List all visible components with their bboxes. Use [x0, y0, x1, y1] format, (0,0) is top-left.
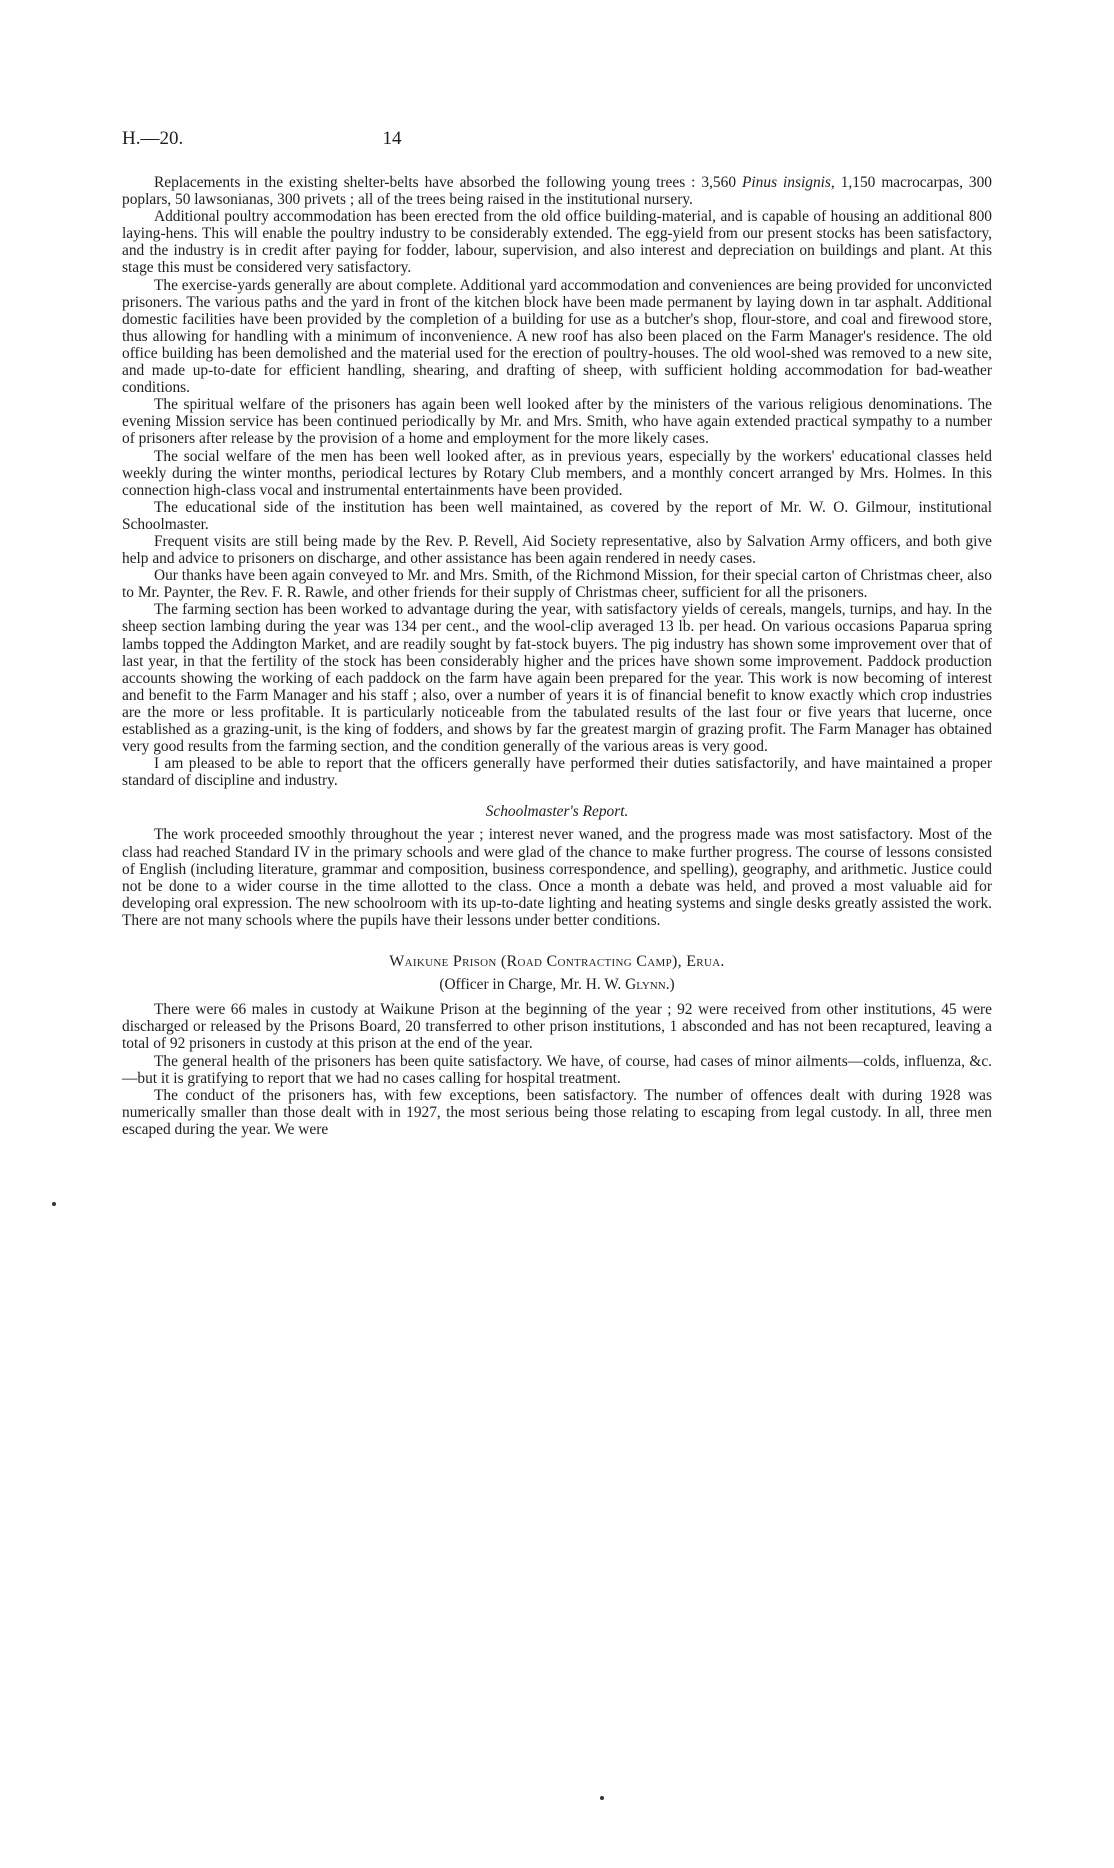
document-reference: H.—20. [122, 128, 184, 149]
paragraph-educational: The educational side of the institution has been well maintained, as covered by the report of Mr. W. O. Gilmour, institutional Schoolmaster. [122, 498, 992, 533]
officer-name: Glynn [625, 976, 666, 994]
paragraph-social-welfare: The social welfare of the men has been well looked after, as in previous years, especially by the workers' educational classes held weekly during the winter months, periodical lectures by Rotary Club members, and a monthly concert arranged by Mrs. Holmes. In this connection high-class vocal and instrumental entertainments have been provided. [122, 447, 992, 499]
paragraph-shelter-belts: Replacements in the existing shelter-belts have absorbed the following young trees : 3,560 Pinus insignis, 1,150 macrocarpas, 300 poplars, 50 lawsonianas, 300 privets ; all of the trees being raised in the institutional nursery. [122, 174, 992, 209]
margin-mark [600, 1796, 604, 1800]
paragraph-spiritual-welfare: The spiritual welfare of the prisoners has again been well looked after by the ministers of the various religious denominations. The evening Mission service has been continued periodically by Mr. and Mrs. Smith, who have again extended practical sympathy to a number of prisoners after release by the provision of a home and employment for the more likely cases. [122, 396, 992, 448]
page-number: 14 [382, 128, 402, 149]
paragraph-health: The general health of the prisoners has been quite satisfactory. We have, of course, had cases of minor ailments—colds, influenza, &c.—but it is gratifying to report that we had no cases calling for hospital treatment. [122, 1052, 992, 1087]
officer-prefix: (Officer in Charge, Mr. H. W. [439, 976, 626, 994]
margin-mark [52, 1202, 56, 1206]
paragraph-farming: The farming section has been worked to advantage during the year, with satisfactory yields of cereals, mangels, turnips, and hay. In the sheep section lambing during the year was 134 per cent., and the wool-clip averaged 13 lb. per head. On various occasions Paparua spring lambs topped the Addington Market, and are readily sought by fat-stock buyers. The pig industry has shown some improvement over that of last year, in that the fertility of the stock has been considerably higher and the prices have shown some improvement. Paddock production accounts showing the working of each paddock on the farm have again been prepared for the year. This work is now becoming of interest and benefit to the Farm Manager and his staff ; also, over a number of years it is of financial benefit to know exactly which crop industries are the more or less profitable. It is particularly noticeable from the tabulated results of the last four or five years that lucerne, once established as a grazing-unit, is the king of fodders, and shows by far the greatest margin of grazing profit. The Farm Manager has obtained very good results from the farming section, and the condition generally of the various areas is very good. [122, 601, 992, 756]
paragraph-exercise-yards: The exercise-yards generally are about complete. Additional yard accommodation and conveniences are being provided for unconvicted prisoners. The various paths and the yard in front of the kitchen block have been made permanent by laying down in tar asphalt. Additional domestic facilities have been provided by the completion of a building for use as a butcher's shop, flour-store, and coal and firewood store, thus allowing for handling with a minimum of inconvenience. A new roof has also been placed on the Farm Manager's residence. The old office building has been demolished and the material used for the erection of poultry-houses. The old wool-shed was removed to a new site, and made up-to-date for efficient handling, shearing, and drafting of sheep, with sufficient holding accommodation for bad-weather conditions. [122, 276, 992, 397]
waikune-prison-heading: Waikune Prison (Road Contracting Camp), Erua. [389, 953, 725, 971]
species-name: Pinus insignis [742, 174, 831, 191]
officer-suffix: .) [665, 976, 675, 994]
paragraph-visits: Frequent visits are still being made by the Rev. P. Revell, Aid Society representative, also by Salvation Army officers, and both give help and advice to prisoners on discharge, and other assistance has been again rendered in needy cases. [122, 532, 992, 568]
paragraph-schoolmaster: The work proceeded smoothly throughout the year ; interest never waned, and the progress made was most satisfactory. Most of the class had reached Standard IV in the primary schools and were glad of the chance to make further progress. The course of lessons consisted of English (including literature, grammar and composition, business correspondence, and spelling), geography, and arithmetic. Justice could not be done to a wider course in the time allotted to the class. Once a month a debate was held, and proved a most valuable aid for developing oral expression. The new schoolroom with its up-to-date lighting and heating systems and single desks greatly assisted the work. There are not many schools where the pupils have their lessons under better conditions. [122, 826, 992, 929]
paragraph-thanks: Our thanks have been again conveyed to Mr. and Mrs. Smith, of the Richmond Mission, for their special carton of Christmas cheer, also to Mr. Paynter, the Rev. F. R. Rawle, and other friends for their supply of Christmas cheer, sufficient for all the prisoners. [122, 567, 992, 602]
paragraph-custody: There were 66 males in custody at Waikune Prison at the beginning of the year ; 92 were received from other institutions, 45 were discharged or released by the Prisons Board, 20 transferred to other prison institutions, 1 absconded and has not been recaptured, leaving a total of 92 prisoners in custody at this prison at the end of the year. [122, 1001, 992, 1053]
paragraph-poultry: Additional poultry accommodation has been erected from the old office building-material, and is capable of housing an additional 800 laying-hens. This will enable the poultry industry to be considerably extended. The egg-yield from our present stocks has been satisfactory, and the industry is in credit after paying for fodder, labour, supervision, and also interest and depreciation on buildings and plant. At this stage this must be considered very satisfactory. [122, 208, 992, 277]
officer-in-charge-line [122, 976, 992, 993]
schoolmaster-report-heading: Schoolmaster's Report. [485, 803, 629, 821]
paragraph-officers: I am pleased to be able to report that the officers generally have performed their duties satisfactorily, and have maintained a proper standard of discipline and industry. [122, 755, 992, 790]
paragraph-conduct: The conduct of the prisoners has, with few exceptions, been satisfactory. The number of offences dealt with during 1928 was numerically smaller than those dealt with in 1927, the most serious being those relating to escaping from legal custody. In all, three men escaped during the year. We were [122, 1086, 992, 1138]
page-header [122, 128, 992, 158]
page-body [122, 174, 992, 1138]
